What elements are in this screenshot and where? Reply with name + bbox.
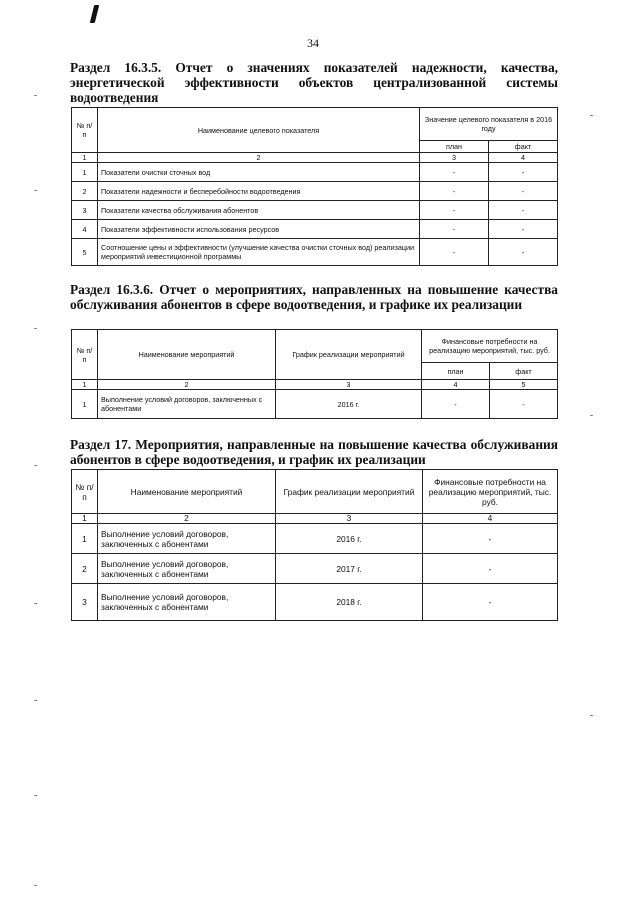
event-schedule: 2017 г.	[276, 554, 423, 584]
row-num: 3	[72, 584, 98, 621]
finance-value: -	[423, 584, 558, 621]
col-schedule-header: График реализации мероприятий	[276, 330, 422, 380]
index-cell: 4	[422, 380, 490, 390]
index-cell: 4	[423, 514, 558, 524]
table-row	[72, 524, 558, 554]
section-16-3-5-heading: Раздел 16.3.5. Отчет о значениях показателей надежности, качества, энергетической эффективности объектов централизованной системы водоотведения	[70, 60, 558, 105]
table-row	[72, 584, 558, 621]
col-finance-header: Финансовые потребности на реализацию мероприятий, тыс. руб.	[423, 470, 558, 514]
row-num: 2	[72, 554, 98, 584]
fact-value: -	[489, 239, 558, 266]
table-row	[72, 390, 558, 419]
index-cell: 2	[98, 153, 420, 163]
indicators-table	[71, 107, 558, 266]
col-name-header: Наименование целевого показателя	[98, 108, 420, 153]
event-schedule: 2016 г.	[276, 390, 422, 419]
table-row	[72, 201, 558, 220]
events-schedule-table	[71, 469, 558, 621]
col-plan-header: план	[420, 141, 489, 153]
fact-value: -	[490, 390, 558, 419]
table-row	[72, 163, 558, 182]
row-num: 5	[72, 239, 98, 266]
margin-mark	[34, 465, 37, 466]
margin-mark	[34, 95, 37, 96]
margin-mark	[34, 700, 37, 701]
indicator-name: Соотношение цены и эффективности (улучшение качества очистки сточных вод) реализации мероприятий инвестиционной программы	[98, 239, 420, 266]
index-cell: 5	[490, 380, 558, 390]
indicator-name: Показатели надежности и бесперебойности водоотведения	[98, 182, 420, 201]
fact-value: -	[489, 201, 558, 220]
events-report-table	[71, 329, 558, 419]
indicator-name: Показатели очистки сточных вод	[98, 163, 420, 182]
col-name-header: Наименование мероприятий	[98, 470, 276, 514]
col-num-header: № п/п	[72, 330, 98, 380]
row-num: 2	[72, 182, 98, 201]
index-cell: 3	[276, 514, 423, 524]
col-num-header: № п/п	[72, 108, 98, 153]
pen-mark	[90, 5, 99, 23]
col-fact-header: факт	[490, 363, 558, 380]
index-cell: 2	[98, 380, 276, 390]
margin-mark	[590, 715, 593, 716]
table-row	[72, 220, 558, 239]
row-num: 4	[72, 220, 98, 239]
table-row	[72, 239, 558, 266]
fact-value: -	[489, 182, 558, 201]
plan-value: -	[420, 220, 489, 239]
indicator-name: Показатели качества обслуживания абонентов	[98, 201, 420, 220]
col-fact-header: факт	[489, 141, 558, 153]
event-name: Выполнение условий договоров, заключенных с абонентами	[98, 554, 276, 584]
event-name: Выполнение условий договоров, заключенных с абонентами	[98, 584, 276, 621]
finance-value: -	[423, 524, 558, 554]
col-value-header: Значение целевого показателя в 2016 году	[420, 108, 558, 141]
col-schedule-header: График реализации мероприятий	[276, 470, 423, 514]
plan-value: -	[420, 163, 489, 182]
plan-value: -	[420, 239, 489, 266]
margin-mark	[34, 603, 37, 604]
plan-value: -	[420, 201, 489, 220]
event-name: Выполнение условий договоров, заключенных с абонентами	[98, 524, 276, 554]
table-row	[72, 182, 558, 201]
index-cell: 1	[72, 514, 98, 524]
finance-value: -	[423, 554, 558, 584]
row-num: 1	[72, 390, 98, 419]
row-num: 1	[72, 524, 98, 554]
margin-mark	[590, 415, 593, 416]
section-16-3-6-heading: Раздел 16.3.6. Отчет о мероприятиях, направленных на повышение качества обслуживания абонентов в сфере водоотведения, и графике их реализации	[70, 282, 558, 312]
col-finance-header: Финансовые потребности на реализацию мероприятий, тыс. руб.	[422, 330, 558, 363]
index-cell: 3	[420, 153, 489, 163]
margin-mark	[34, 328, 37, 329]
margin-mark	[34, 795, 37, 796]
index-cell: 1	[72, 380, 98, 390]
page-number: 34	[307, 36, 319, 50]
index-cell: 3	[276, 380, 422, 390]
col-name-header: Наименование мероприятий	[98, 330, 276, 380]
margin-mark	[34, 190, 37, 191]
event-schedule: 2016 г.	[276, 524, 423, 554]
col-num-header: № п/п	[72, 470, 98, 514]
col-plan-header: план	[422, 363, 490, 380]
fact-value: -	[489, 163, 558, 182]
margin-mark	[34, 885, 37, 886]
event-name: Выполнение условий договоров, заключенных с абонентами	[98, 390, 276, 419]
row-num: 1	[72, 163, 98, 182]
event-schedule: 2018 г.	[276, 584, 423, 621]
index-cell: 1	[72, 153, 98, 163]
fact-value: -	[489, 220, 558, 239]
index-cell: 4	[489, 153, 558, 163]
plan-value: -	[420, 182, 489, 201]
index-cell: 2	[98, 514, 276, 524]
table-row	[72, 554, 558, 584]
indicator-name: Показатели эффективности использования ресурсов	[98, 220, 420, 239]
margin-mark	[590, 115, 593, 116]
plan-value: -	[422, 390, 490, 419]
section-17-heading: Раздел 17. Мероприятия, направленные на повышение качества обслуживания абонентов в сфере водоотведения, и график их реализации	[70, 437, 558, 467]
row-num: 3	[72, 201, 98, 220]
